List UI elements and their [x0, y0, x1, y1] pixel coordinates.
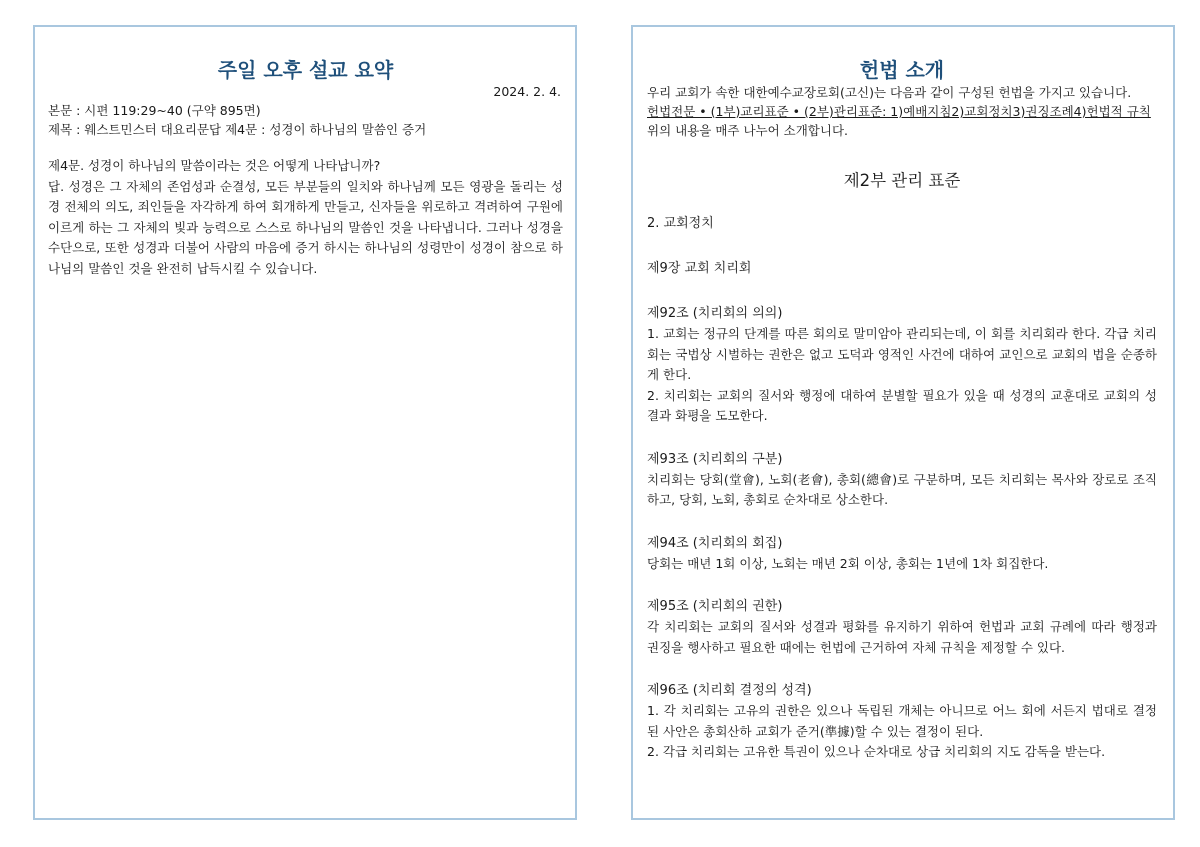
article-paragraph: 치리회는 당회(堂會), 노회(老會), 총회(總會)로 구분하며, 모든 치리회는 목사와 장로로 조직하고, 당회, 노회, 총회로 순차대로 상소한다. [647, 471, 1157, 507]
article-heading: 제95조 (치리회의 권한) [647, 599, 783, 614]
article-heading: 제92조 (치리회의 의의) [647, 306, 783, 321]
article-paragraph: 1. 각 치리회는 고유의 권한은 있으나 독립된 개체는 아니므로 어느 회에 서든지 법대로 결정된 사안은 총회산하 교회가 준거(準據)할 수 있는 결정이 된다. [647, 703, 1157, 739]
constitution-panel [631, 25, 1175, 820]
article-heading: 제93조 (치리회의 구분) [647, 451, 783, 467]
catechism-answer: 답. 성경은 그 자체의 존엄성과 순결성, 모든 부분들의 일치와 하나님께 모든 영광을 돌리는 성경 전체의 의도, 죄인들을 자각하게 하여 회개하게 만들고, 신자들을 위로하고 격려하여 구원에 이르게 하는 그 자체의 빛과 능력으로 스스로 하나님의 말씀인 것을 나타냅니다. 그러나 성경을 수단으로, 또한 성경과 더불어 사람의 마음에 증거 하시는 하나님의 성령만이 성경이 참으로 하나님의 말씀인 것을 완전히 납득시킬 수 있습니다. [48, 178, 563, 276]
scripture-reference: 본문 : 시편 119:29~40 (구약 895면) [48, 103, 261, 118]
section-heading: 2. 교회정치 [647, 216, 714, 231]
article-93 [647, 449, 1157, 511]
chapter-heading: 제9장 교회 치리회 [647, 261, 752, 276]
article-heading: 제96조 (치리회 결정의 성격) [647, 683, 812, 698]
article-paragraph: 2. 각급 치리회는 고유한 특권이 있으나 순차대로 상급 치리회의 지도 감독을 받는다. [647, 744, 1106, 759]
constitution-note: 위의 내용을 매주 나누어 소개합니다. [647, 123, 848, 138]
part-title: 제2부 관리 표준 [843, 171, 961, 190]
article-paragraph: 2. 치리회는 교회의 질서와 행정에 대하여 분별할 필요가 있을 때 성경의 교훈대로 교회의 성결과 화평을 도모한다. [647, 387, 1157, 423]
article-94 [647, 533, 1157, 575]
sermon-title: 주일 오후 설교 요약 [217, 58, 394, 82]
article-paragraph: 1. 교회는 정규의 단계를 따른 회의로 말미암아 관리되는데, 이 회를 치리회라 한다. 각급 치리회는 국법상 시벌하는 권한은 없고 도덕과 영적인 사건에 대하여 교인으로 교회의 법을 순종하게 한다. [647, 326, 1157, 382]
article-95 [647, 596, 1157, 658]
constitution-intro: 우리 교회가 속한 대한예수교장로회(고신)는 다음과 같이 구성된 헌법을 가지고 있습니다. [647, 85, 1132, 100]
sermon-summary-panel [33, 25, 577, 820]
constitution-title: 헌법 소개 [859, 58, 945, 82]
article-heading: 제94조 (치리회의 회집) [647, 535, 783, 551]
article-paragraph: 당회는 매년 1회 이상, 노회는 매년 2회 이상, 총회는 1년에 1차 회집한다. [647, 555, 1049, 571]
article-96 [647, 680, 1157, 763]
article-paragraph: 각 치리회는 교회의 질서와 성결과 평화를 유지하기 위하여 헌법과 교회 규례에 따라 행정과 권징을 행사하고 필요한 때에는 헌법에 근거하여 자체 규칙을 제정할 수 있다. [647, 619, 1157, 655]
sermon-subject: 제목 : 웨스트민스터 대요리문답 제4문 : 성경이 하나님의 말씀인 증거 [48, 122, 427, 137]
constitution-outline: 헌법전문 • (1부)교리표준 • (2부)관리표준: 1)예배지침2)교회정치3)권징조례4)헌법적 규칙 [647, 104, 1151, 119]
article-92 [647, 303, 1157, 427]
sermon-date: 2024. 2. 4. [493, 84, 561, 99]
catechism-question: 제4문. 성경이 하나님의 말씀이라는 것은 어떻게 나타납니까? [48, 158, 381, 173]
